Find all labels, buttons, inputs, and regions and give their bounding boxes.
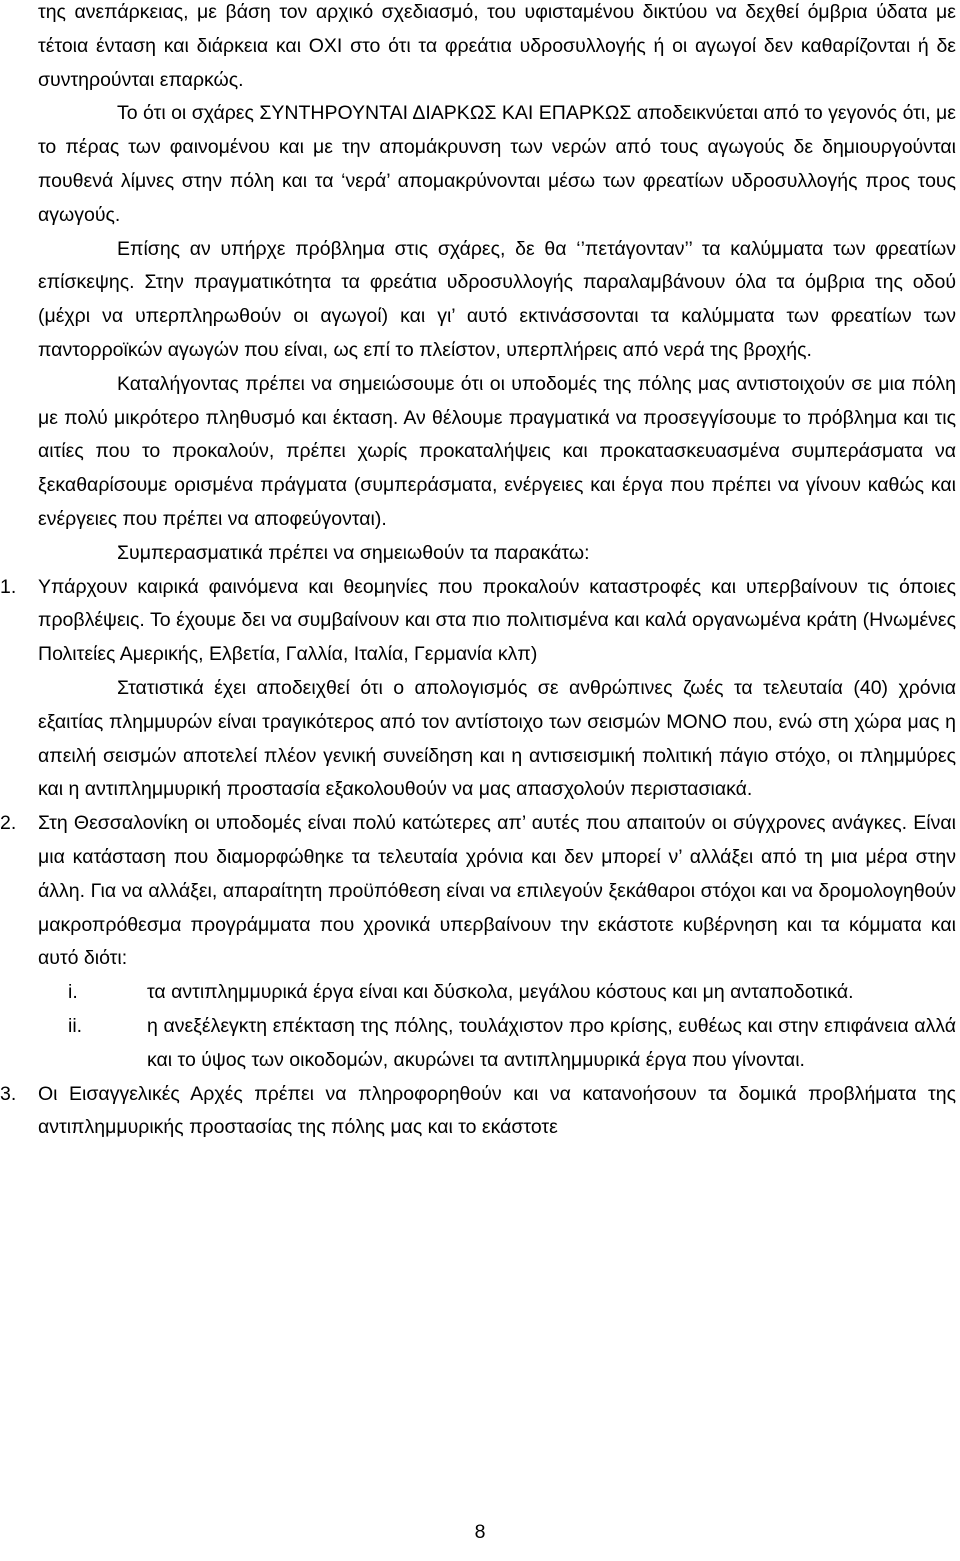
sub-list-item-text: η ανεξέλεγκτη επέκταση της πόλης, τουλάχιστον προ κρίσης, ευθέως και στην επιφάνεια αλλά και το ύψος των οικοδομών, ακυρώνει τα αντιπλημμυρικά έργα που γίνονται. (147, 1014, 956, 1071)
sub-list-item (68, 1010, 956, 1078)
list-item (0, 571, 956, 808)
paragraph-summary-intro: Συμπερασματικά πρέπει να σημειωθούν τα παρακάτω: (117, 541, 590, 564)
conclusions-list (0, 571, 956, 1146)
list-item-text: Οι Εισαγγελικές Αρχές πρέπει να πληροφορηθούν και να κατανοήσουν τα δομικά προβλήματα της αντιπλημμυρικής προστασίας της πόλης μας και το εκάστοτε (38, 1082, 956, 1139)
paragraph-continuation: της ανεπάρκειας, με βάση τον αρχικό σχεδιασμό, του υφισταμένου δικτύου να δεχθεί όμβρια ύδατα με τέτοια ένταση και διάρκεια και ΟΧΙ στο ότι τα φρεάτια υδροσυλλογής ή οι αγωγοί δεν καθαρίζονται ή δε συντηρούνται επαρκώς. (38, 1, 956, 91)
list-item-number: 2. (0, 812, 17, 835)
page-number: 8 (474, 1521, 486, 1543)
sub-list (38, 976, 956, 1077)
sub-list-item-number: ii. (68, 1014, 83, 1037)
paragraph-grates-maintenance: Το ότι οι σχάρες ΣΥΝΤΗΡΟΥΝΤΑΙ ΔΙΑΡΚΩΣ ΚΑΙ ΕΠΑΡΚΩΣ αποδεικνύεται από το γεγονός ότι, με το πέρας των φαινομένου και με την απομάκρυνση των νερών από τους αγωγούς δε δημιουργούνται πουθενά λίμνες στην πόλη και τα ‘νερά’ απομακρύνονται μέσω των φρεατίων υδροσυλλογής προς τους αγωγούς. (38, 102, 956, 226)
list-item-number: 1. (0, 575, 17, 598)
list-item (0, 1078, 956, 1146)
list-item-text: Στη Θεσσαλονίκη οι υποδομές είναι πολύ κατώτερες απ’ αυτές που απαιτούν οι σύγχρονες ανάγκες. Είναι μια κατάσταση που διαμορφώθηκε τα τελευταία χρόνια και δεν μπορεί ν’ αλλάξει από τη μια μέρα στην άλλη. Για να αλλάξει, απαραίτητη προϋπόθεση είναι να επιλεγούν ξεκάθαροι στόχοι και να δρομολογηθούν μακροπρόθεσμα προγράμματα που χρονικά υπερβαίνουν την εκάστοτε κυβέρνηση και τα κόμματα και αυτό διότι: (38, 812, 956, 970)
list-item-extra-text: Στατιστικά έχει αποδειχθεί ότι ο απολογισμός σε ανθρώπινες ζωές τα τελευταία (40) χρόνια εξαιτίας πλημμυρών είναι τραγικότερος από τον αντίστοιχο των σεισμών ΜΟΝΟ που, ενώ στη χώρα μας η απειλή σεισμών αποτελεί πλέον γενική συνείδηση και η αντισεισμική πολιτική πάγιο στόχο, οι πλημμύρες και η αντιπλημμυρική προστασία εξακολουθούν να μας απασχολούν περιστασιακά. (38, 676, 956, 801)
sub-list-item (68, 976, 956, 1010)
list-item-number: 3. (0, 1082, 17, 1105)
paragraph-conclusion: Καταλήγοντας πρέπει να σημειώσουμε ότι οι υποδομές της πόλης μας αντιστοιχούν σε μια πόλη με πολύ μικρότερο πληθυσμό και έκταση. Αν θέλουμε πραγματικά να προσεγγίσουμε το πρόβλημα και τις αιτίες που το προκαλούν, πρέπει χωρίς προκαταλήψεις και προκατασκευασμένα συμπεράσματα να ξεκαθαρίσουμε ορισμένα πράγματα (συμπεράσματα, ενέργειες και έργα που πρέπει να γίνουν καθώς και ενέργειες που πρέπει να αποφεύγονται). (38, 372, 956, 530)
list-item-text: Υπάρχουν καιρικά φαινόμενα και θεομηνίες που προκαλούν καταστροφές και υπερβαίνουν τις όποιες προβλέψεις. Το έχουμε δει να συμβαίνουν και στα πιο πολιτισμένα και καλά οργανωμένα κράτη (Ηνωμένες Πολιτείες Αμερικής, Ελβετία, Γαλλία, Ιταλία, Γερμανία κλπ) (38, 575, 956, 666)
list-item (0, 807, 956, 1077)
sub-list-item-number: i. (68, 981, 78, 1004)
paragraph-manhole-covers: Επίσης αν υπήρχε πρόβλημα στις σχάρες, δε θα ‘’πετάγονταν’’ τα καλύμματα των φρεατίων επίσκεψης. Στην πραγματικότητα τα φρεάτια υδροσυλλογής παραλαμβάνουν όλα τα όμβρια της οδού (μέχρι να υπερπληρωθούν οι αγωγοί) και γι’ αυτό εκτινάσσονται τα καλύμματα των φρεατίων των παντορροϊκών αγωγών που είναι, ως επί το πλείστον, υπερπλήρεις από νερά της βροχής. (38, 237, 956, 361)
sub-list-item-text: τα αντιπλημμυρικά έργα είναι και δύσκολα, μεγάλου κόστους και μη ανταποδοτικά. (147, 981, 854, 1004)
